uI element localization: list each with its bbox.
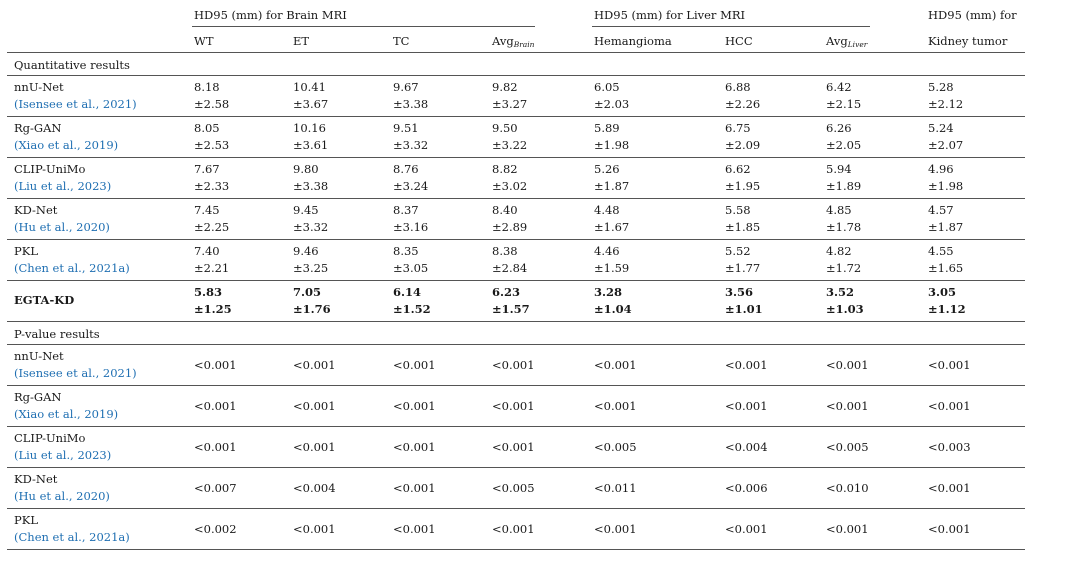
value-cell — [393, 398, 436, 415]
cell-std: ±3.02 — [492, 179, 528, 193]
cell-std: ±3.38 — [293, 179, 329, 193]
value-cell — [725, 398, 768, 415]
value-cell — [826, 357, 869, 374]
cell-value: 4.48 — [594, 203, 620, 217]
value-cell — [928, 79, 963, 113]
value-cell — [725, 79, 760, 113]
method-name: PKL — [14, 244, 38, 258]
cell-std: ±3.32 — [293, 220, 329, 234]
cell-value: 4.82 — [826, 244, 852, 258]
cell-value: <0.001 — [393, 358, 436, 372]
cell-std: ±3.32 — [393, 138, 429, 152]
value-cell — [725, 439, 768, 456]
cell-value: 5.28 — [928, 80, 954, 94]
cell-value: 6.14 — [393, 285, 422, 299]
cell-std: ±2.53 — [194, 138, 230, 152]
cell-value: 8.76 — [393, 162, 419, 176]
column-header — [293, 34, 309, 48]
column-header — [928, 34, 1007, 48]
method-cell — [14, 389, 118, 423]
value-cell — [725, 521, 768, 538]
cell-value: 6.75 — [725, 121, 751, 135]
value-cell — [293, 357, 336, 374]
value-cell — [492, 202, 527, 236]
cell-value: <0.007 — [194, 481, 237, 495]
column-header-label: Avg — [492, 34, 514, 48]
column-header — [594, 34, 672, 48]
table-row — [7, 240, 1025, 281]
column-header-label: TC — [393, 34, 410, 48]
cell-value: <0.010 — [826, 481, 869, 495]
cell-std: ±1.77 — [725, 261, 761, 275]
cell-value: <0.001 — [194, 399, 237, 413]
column-header-label: Kidney tumor — [928, 34, 1008, 48]
cell-std: ±1.25 — [194, 302, 232, 316]
cell-std: ±3.27 — [492, 97, 528, 111]
section-header — [7, 53, 1025, 76]
value-cell — [194, 398, 237, 415]
cell-value: 8.38 — [492, 244, 518, 258]
cell-value: <0.001 — [492, 358, 535, 372]
value-cell — [293, 398, 336, 415]
cell-std: ±1.65 — [928, 261, 964, 275]
cell-value: 9.51 — [393, 121, 419, 135]
value-cell — [393, 357, 436, 374]
value-cell — [393, 284, 431, 318]
citation-link[interactable]: (Hu et al., 2020) — [14, 489, 110, 503]
cell-value: 7.45 — [194, 203, 220, 217]
column-header-subscript: Brain — [513, 40, 535, 49]
value-cell — [393, 202, 428, 236]
value-cell — [194, 284, 232, 318]
cell-std: ±1.98 — [594, 138, 630, 152]
cell-value: 5.52 — [725, 244, 751, 258]
value-cell — [293, 439, 336, 456]
cell-value: <0.001 — [928, 358, 971, 372]
cell-std: ±2.03 — [594, 97, 630, 111]
cell-std: ±2.26 — [725, 97, 761, 111]
value-cell — [293, 480, 336, 497]
column-header-label: Hemangioma — [594, 34, 672, 48]
cell-value: 8.82 — [492, 162, 518, 176]
method-name: EGTA-KD — [14, 293, 75, 307]
cell-value: <0.001 — [393, 522, 436, 536]
cell-std: ±1.59 — [594, 261, 630, 275]
section-title: Quantitative results — [14, 58, 130, 72]
value-cell — [928, 284, 966, 318]
method-cell — [14, 120, 118, 154]
method-name: nnU-Net — [14, 349, 64, 363]
value-cell — [393, 161, 428, 195]
cell-value: 6.05 — [594, 80, 620, 94]
cell-value: <0.001 — [725, 399, 768, 413]
cell-std: ±1.04 — [594, 302, 632, 316]
cell-value: <0.002 — [194, 522, 237, 536]
cell-std: ±3.24 — [393, 179, 429, 193]
cell-value: <0.001 — [393, 481, 436, 495]
cell-std: ±2.15 — [826, 97, 862, 111]
cell-value: <0.001 — [594, 358, 637, 372]
value-cell — [594, 243, 629, 277]
value-cell — [826, 480, 869, 497]
value-cell — [826, 439, 869, 456]
header-column-row — [7, 28, 1025, 53]
column-header-label: ET — [293, 34, 310, 48]
method-name: Rg-GAN — [14, 121, 62, 135]
value-cell — [293, 79, 328, 113]
value-cell — [826, 202, 861, 236]
value-cell — [928, 357, 971, 374]
method-name: KD-Net — [14, 203, 58, 217]
value-cell — [725, 202, 760, 236]
cell-value: 9.80 — [293, 162, 319, 176]
value-cell — [928, 243, 963, 277]
table-row — [7, 199, 1025, 240]
column-header — [393, 34, 409, 48]
cell-std: ±2.33 — [194, 179, 230, 193]
cell-value: 6.26 — [826, 121, 852, 135]
cell-value: 5.58 — [725, 203, 751, 217]
value-cell — [594, 284, 632, 318]
cell-std: ±3.22 — [492, 138, 528, 152]
cell-value: <0.001 — [492, 399, 535, 413]
value-cell — [393, 79, 428, 113]
cell-value: 5.89 — [594, 121, 620, 135]
cell-value: 7.67 — [194, 162, 220, 176]
value-cell — [293, 521, 336, 538]
cell-value: 7.40 — [194, 244, 220, 258]
method-name: Rg-GAN — [14, 390, 62, 404]
cell-value: <0.001 — [928, 481, 971, 495]
table-body — [7, 53, 1025, 550]
cell-value: 5.94 — [826, 162, 852, 176]
value-cell — [594, 161, 629, 195]
cell-value: 10.41 — [293, 80, 326, 94]
method-cell — [14, 348, 137, 382]
value-cell — [492, 521, 535, 538]
cell-value: <0.001 — [594, 522, 637, 536]
value-cell — [194, 357, 237, 374]
header-group-liver-rule — [592, 26, 870, 27]
value-cell — [194, 120, 229, 154]
value-cell — [725, 120, 760, 154]
value-cell — [725, 480, 768, 497]
cell-std: ±1.98 — [928, 179, 964, 193]
cell-value: <0.001 — [725, 522, 768, 536]
value-cell — [293, 161, 328, 195]
cell-value: 8.37 — [393, 203, 419, 217]
header-group-liver: HD95 (mm) for Liver MRI — [594, 8, 746, 22]
cell-std: ±1.76 — [293, 302, 331, 316]
method-cell — [14, 161, 111, 195]
value-cell — [492, 439, 535, 456]
value-cell — [928, 202, 963, 236]
cell-value: <0.001 — [594, 399, 637, 413]
method-cell — [14, 430, 111, 464]
value-cell — [492, 161, 527, 195]
cell-value: <0.001 — [826, 522, 869, 536]
value-cell — [826, 79, 861, 113]
cell-value: <0.001 — [928, 399, 971, 413]
cell-std: ±1.95 — [725, 179, 761, 193]
cell-std: ±3.38 — [393, 97, 429, 111]
cell-value: <0.001 — [492, 522, 535, 536]
column-header-subscript: Liver — [847, 40, 868, 49]
header-group-kidney: HD95 (mm) for — [928, 8, 1017, 22]
cell-value: <0.004 — [293, 481, 336, 495]
table-row — [7, 281, 1025, 322]
method-name: CLIP-UniMo — [14, 431, 86, 445]
cell-value: <0.001 — [393, 399, 436, 413]
method-cell — [14, 243, 130, 277]
table-row — [7, 158, 1025, 199]
value-cell — [194, 79, 229, 113]
cell-value: <0.001 — [826, 399, 869, 413]
cell-value: 9.67 — [393, 80, 419, 94]
cell-value: 10.16 — [293, 121, 326, 135]
table-row — [7, 468, 1025, 509]
cell-value: 6.42 — [826, 80, 852, 94]
cell-value: 4.85 — [826, 203, 852, 217]
value-cell — [492, 480, 535, 497]
cell-value: 9.46 — [293, 244, 319, 258]
citation-link[interactable]: (Xiao et al., 2019) — [14, 407, 119, 421]
cell-std: ±1.87 — [928, 220, 964, 234]
column-header-label: Avg — [826, 34, 848, 48]
value-cell — [725, 284, 763, 318]
citation-link[interactable]: (Isensee et al., 2021) — [14, 97, 137, 111]
method-name: CLIP-UniMo — [14, 162, 86, 176]
value-cell — [725, 243, 760, 277]
cell-std: ±1.85 — [725, 220, 761, 234]
cell-std: ±1.78 — [826, 220, 862, 234]
cell-std: ±2.21 — [194, 261, 230, 275]
value-cell — [928, 120, 963, 154]
cell-value: 3.05 — [928, 285, 957, 299]
header-group-row — [7, 4, 1025, 28]
value-cell — [594, 79, 629, 113]
cell-value: 8.18 — [194, 80, 220, 94]
value-cell — [826, 398, 869, 415]
value-cell — [492, 120, 527, 154]
cell-value: 4.46 — [594, 244, 620, 258]
table-row — [7, 427, 1025, 468]
cell-value: 5.24 — [928, 121, 954, 135]
cell-value: 7.05 — [293, 285, 322, 299]
cell-value: <0.005 — [826, 440, 869, 454]
citation-link[interactable]: (Xiao et al., 2019) — [14, 138, 119, 152]
value-cell — [393, 243, 428, 277]
cell-value: 9.50 — [492, 121, 518, 135]
header-group-brain: HD95 (mm) for Brain MRI — [194, 8, 347, 22]
cell-value: 8.35 — [393, 244, 419, 258]
cell-std: ±1.72 — [826, 261, 862, 275]
cell-std: ±3.25 — [293, 261, 329, 275]
method-name: KD-Net — [14, 472, 58, 486]
cell-std: ±2.58 — [194, 97, 230, 111]
value-cell — [393, 480, 436, 497]
cell-value: 3.52 — [826, 285, 855, 299]
column-header — [194, 34, 214, 48]
method-cell — [14, 202, 110, 236]
cell-value: <0.001 — [293, 522, 336, 536]
cell-value: 4.57 — [928, 203, 954, 217]
method-cell — [14, 512, 130, 546]
value-cell — [826, 243, 861, 277]
cell-std: ±3.61 — [293, 138, 329, 152]
value-cell — [393, 521, 436, 538]
cell-value: <0.001 — [826, 358, 869, 372]
value-cell — [194, 480, 237, 497]
cell-std: ±2.09 — [725, 138, 761, 152]
cell-value: <0.006 — [725, 481, 768, 495]
citation-link[interactable]: (Hu et al., 2020) — [14, 220, 110, 234]
cell-std: ±2.84 — [492, 261, 528, 275]
cell-value: <0.001 — [293, 440, 336, 454]
cell-value: <0.001 — [194, 358, 237, 372]
value-cell — [293, 202, 328, 236]
table-row — [7, 509, 1025, 550]
cell-std: ±3.05 — [393, 261, 429, 275]
value-cell — [393, 439, 436, 456]
cell-value: 8.40 — [492, 203, 518, 217]
value-cell — [594, 480, 637, 497]
value-cell — [293, 120, 328, 154]
header-group-brain-rule — [192, 26, 535, 27]
section-header — [7, 322, 1025, 345]
value-cell — [492, 79, 527, 113]
cell-value: 3.28 — [594, 285, 623, 299]
cell-std: ±2.12 — [928, 97, 964, 111]
cell-value: 8.05 — [194, 121, 220, 135]
column-header-label: WT — [194, 34, 214, 48]
cell-std: ±1.52 — [393, 302, 431, 316]
citation-link[interactable]: (Liu et al., 2023) — [14, 179, 112, 193]
results-table — [7, 4, 1025, 550]
value-cell — [928, 439, 971, 456]
cell-value: <0.001 — [293, 399, 336, 413]
cell-value: 5.83 — [194, 285, 223, 299]
value-cell — [826, 521, 869, 538]
value-cell — [194, 243, 229, 277]
value-cell — [928, 398, 971, 415]
value-cell — [594, 398, 637, 415]
column-header — [826, 34, 867, 49]
citation-link[interactable]: (Isensee et al., 2021) — [14, 366, 137, 380]
method-name: nnU-Net — [14, 80, 64, 94]
section-title: P-value results — [14, 327, 100, 341]
value-cell — [594, 357, 637, 374]
cell-value: <0.004 — [725, 440, 768, 454]
cell-value: 9.45 — [293, 203, 319, 217]
cell-value: 4.96 — [928, 162, 954, 176]
cell-value: <0.001 — [725, 358, 768, 372]
column-header — [725, 34, 753, 48]
cell-std: ±1.01 — [725, 302, 763, 316]
value-cell — [826, 120, 861, 154]
cell-std: ±3.67 — [293, 97, 329, 111]
cell-value: <0.001 — [393, 440, 436, 454]
value-cell — [492, 398, 535, 415]
value-cell — [928, 480, 971, 497]
value-cell — [194, 202, 229, 236]
cell-value: <0.001 — [293, 358, 336, 372]
value-cell — [594, 202, 629, 236]
cell-value: 5.26 — [594, 162, 620, 176]
cell-std: ±1.89 — [826, 179, 862, 193]
method-cell — [14, 471, 110, 505]
value-cell — [492, 357, 535, 374]
value-cell — [194, 161, 229, 195]
cell-value: 6.23 — [492, 285, 521, 299]
cell-std: ±2.89 — [492, 220, 528, 234]
value-cell — [293, 284, 331, 318]
method-cell — [14, 79, 137, 113]
cell-value: 9.82 — [492, 80, 518, 94]
value-cell — [826, 161, 861, 195]
cell-std: ±1.12 — [928, 302, 966, 316]
table-row — [7, 117, 1025, 158]
table-row — [7, 345, 1025, 386]
value-cell — [725, 161, 760, 195]
table-row — [7, 76, 1025, 117]
cell-std: ±1.03 — [826, 302, 864, 316]
citation-link[interactable]: (Chen et al., 2021a) — [14, 261, 130, 275]
table-row — [7, 386, 1025, 427]
column-header — [492, 34, 535, 49]
cell-value: <0.005 — [594, 440, 637, 454]
cell-std: ±3.16 — [393, 220, 429, 234]
cell-value: <0.001 — [492, 440, 535, 454]
value-cell — [194, 521, 237, 538]
cell-value: <0.001 — [928, 522, 971, 536]
citation-link[interactable]: (Liu et al., 2023) — [14, 448, 112, 462]
cell-value: <0.005 — [492, 481, 535, 495]
cell-value: <0.011 — [594, 481, 637, 495]
method-name: PKL — [14, 513, 38, 527]
value-cell — [826, 284, 864, 318]
cell-std: ±1.57 — [492, 302, 530, 316]
cell-value: <0.001 — [194, 440, 237, 454]
value-cell — [725, 357, 768, 374]
value-cell — [594, 120, 629, 154]
cell-std: ±2.05 — [826, 138, 862, 152]
cell-std: ±1.67 — [594, 220, 630, 234]
value-cell — [594, 439, 637, 456]
value-cell — [393, 120, 428, 154]
value-cell — [194, 439, 237, 456]
cell-value: 6.88 — [725, 80, 751, 94]
cell-value: 3.56 — [725, 285, 754, 299]
value-cell — [492, 243, 527, 277]
value-cell — [594, 521, 637, 538]
cell-std: ±1.87 — [594, 179, 630, 193]
value-cell — [928, 521, 971, 538]
value-cell — [293, 243, 328, 277]
cell-value: 6.62 — [725, 162, 751, 176]
citation-link[interactable]: (Chen et al., 2021a) — [14, 530, 130, 544]
column-header-label: HCC — [725, 34, 753, 48]
value-cell — [492, 284, 530, 318]
cell-value: 4.55 — [928, 244, 954, 258]
method-cell — [14, 292, 74, 309]
cell-value: <0.003 — [928, 440, 971, 454]
cell-std: ±2.25 — [194, 220, 230, 234]
value-cell — [928, 161, 963, 195]
cell-std: ±2.07 — [928, 138, 964, 152]
